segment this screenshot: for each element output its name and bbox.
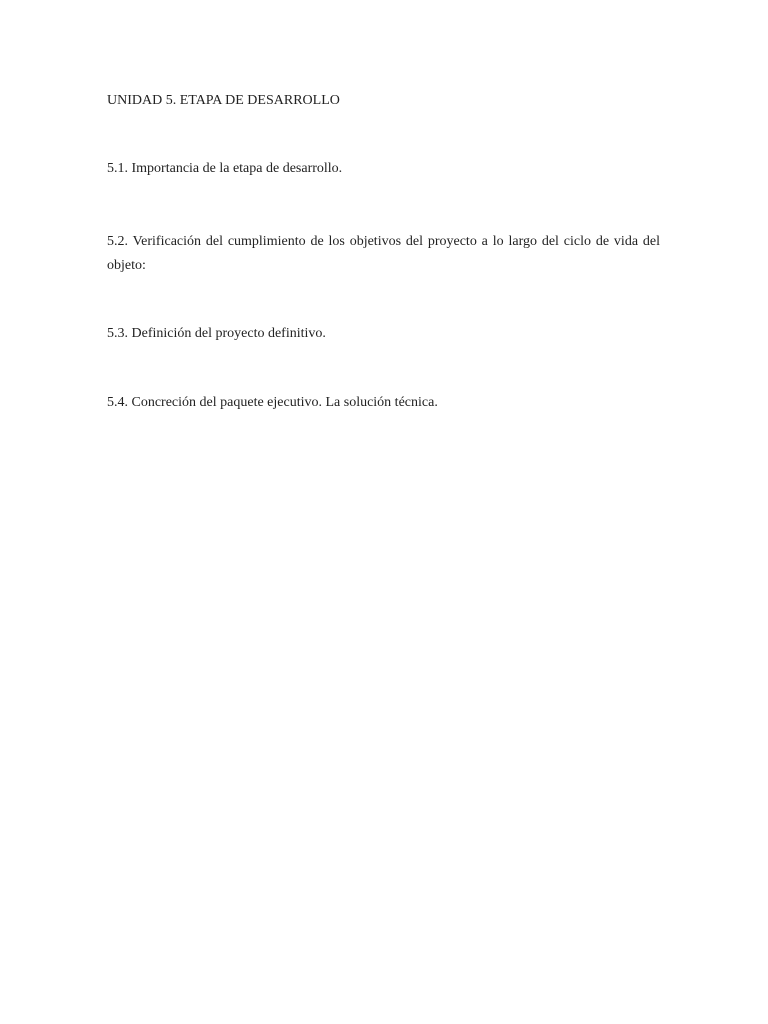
section-5-2: 5.2. Verificación del cumplimiento de los objetivos del proyecto a lo largo del ciclo de vida del objeto: xyxy=(107,234,660,273)
section-5-1: 5.1. Importancia de la etapa de desarrollo. xyxy=(107,161,343,176)
section-5-4: 5.4. Concreción del paquete ejecutivo. La solución técnica. xyxy=(107,395,438,410)
section-5-3: 5.3. Definición del proyecto definitivo. xyxy=(107,326,326,341)
unit-title: UNIDAD 5. ETAPA DE DESARROLLO xyxy=(107,93,340,108)
